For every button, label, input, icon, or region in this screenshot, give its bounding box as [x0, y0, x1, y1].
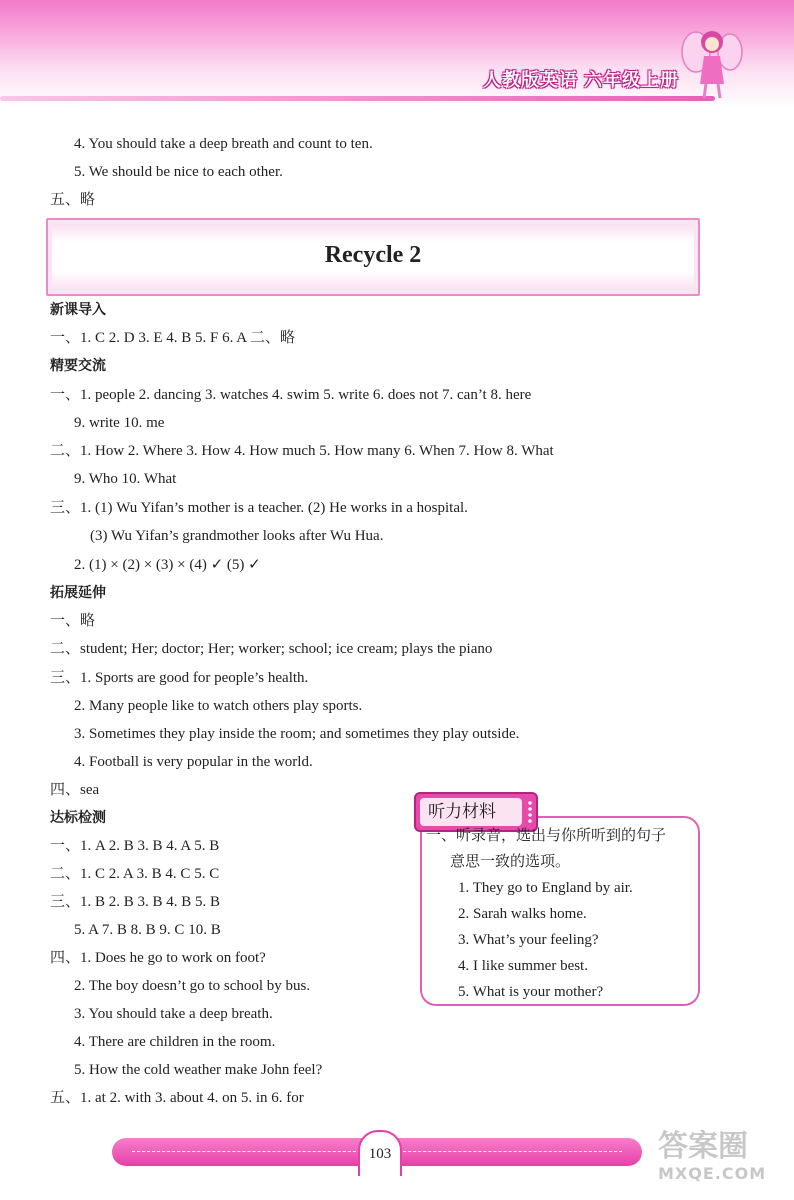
- listening-tag-label: 听力材料: [420, 798, 522, 826]
- listening-line: 3. What’s your feeling?: [458, 932, 599, 948]
- book-title: 人教版英语 六年级上册: [483, 70, 679, 90]
- answer-line: 9. write 10. me: [74, 415, 165, 431]
- answer-line: 2. (1) × (2) × (3) × (4) ✓ (5) ✓: [74, 557, 261, 573]
- answer-line: 五、1. at 2. with 3. about 4. on 5. in 6. for: [50, 1090, 304, 1106]
- answer-line: 2. The boy doesn’t go to school by bus.: [74, 978, 311, 994]
- unit-banner: [46, 218, 700, 296]
- listening-line: 一、听录音，选出与你所听到的句子: [426, 828, 667, 844]
- answer-line: 3. You should take a deep breath.: [74, 1006, 273, 1022]
- watermark-title: 答案圈: [658, 1129, 748, 1164]
- answer-line: 二、1. C 2. A 3. B 4. C 5. C: [50, 866, 220, 882]
- tag-dots-decoration: [526, 800, 534, 824]
- answer-line: 2. Many people like to watch others play sports.: [74, 698, 363, 714]
- answer-line: 三、1. Sports are good for people’s health.: [50, 670, 309, 686]
- answer-line: 二、1. How 2. Where 3. How 4. How much 5. How many 6. When 7. How 8. What: [50, 443, 554, 459]
- listening-line: 2. Sarah walks home.: [458, 906, 587, 922]
- answer-line: 三、1. (1) Wu Yifan’s mother is a teacher. (2) He works in a hospital.: [50, 500, 468, 516]
- answer-line: 一、1. A 2. B 3. B 4. A 5. B: [50, 838, 220, 854]
- answer-line: 四、1. Does he go to work on foot?: [50, 950, 266, 966]
- answer-line: 4. Football is very popular in the world.: [74, 754, 313, 770]
- listening-line: 5. What is your mother?: [458, 984, 604, 1000]
- section-heading: 精要交流: [50, 358, 106, 374]
- text-line: 4. You should take a deep breath and count to ten.: [74, 136, 373, 152]
- answer-line: 一、1. people 2. dancing 3. watches 4. swim 5. write 6. does not 7. can’t 8. here: [50, 387, 532, 403]
- text-line: 五、略: [50, 192, 96, 208]
- answer-line: 4. There are children in the room.: [74, 1034, 276, 1050]
- answer-line: 一、略: [50, 613, 96, 629]
- answer-line: 9. Who 10. What: [74, 471, 177, 487]
- header-rule: [0, 96, 715, 101]
- watermark-logo: [658, 1130, 788, 1192]
- answer-line: (3) Wu Yifan’s grandmother looks after Wu Hua.: [90, 528, 384, 544]
- answer-line: 二、student; Her; doctor; Her; worker; school; ice cream; plays the piano: [50, 641, 493, 657]
- text-line: 5. We should be nice to each other.: [74, 164, 283, 180]
- listening-line: 4. I like summer best.: [458, 958, 588, 974]
- listening-line: 意思一致的选项。: [450, 854, 571, 870]
- section-heading: 拓展延伸: [50, 585, 106, 601]
- answer-line: 一、1. C 2. D 3. E 4. B 5. F 6. A 二、略: [50, 330, 296, 346]
- section-heading: 新课导入: [50, 302, 106, 318]
- page-number: 103: [368, 1146, 392, 1162]
- answer-line: 三、1. B 2. B 3. B 4. B 5. B: [50, 894, 221, 910]
- answer-line: 5. How the cold weather make John feel?: [74, 1062, 323, 1078]
- answer-line: 3. Sometimes they play inside the room; and sometimes they play outside.: [74, 726, 520, 742]
- section-heading: 达标检测: [50, 810, 106, 826]
- answer-line: 5. A 7. B 8. B 9. C 10. B: [74, 922, 221, 938]
- unit-title: Recycle 2: [324, 242, 422, 268]
- answer-line: 四、sea: [50, 782, 100, 798]
- fairy-illustration: [680, 22, 744, 102]
- listening-materials-box: [420, 792, 700, 1006]
- listening-line: 1. They go to England by air.: [458, 880, 633, 896]
- watermark-url: MXQE.COM: [658, 1164, 767, 1183]
